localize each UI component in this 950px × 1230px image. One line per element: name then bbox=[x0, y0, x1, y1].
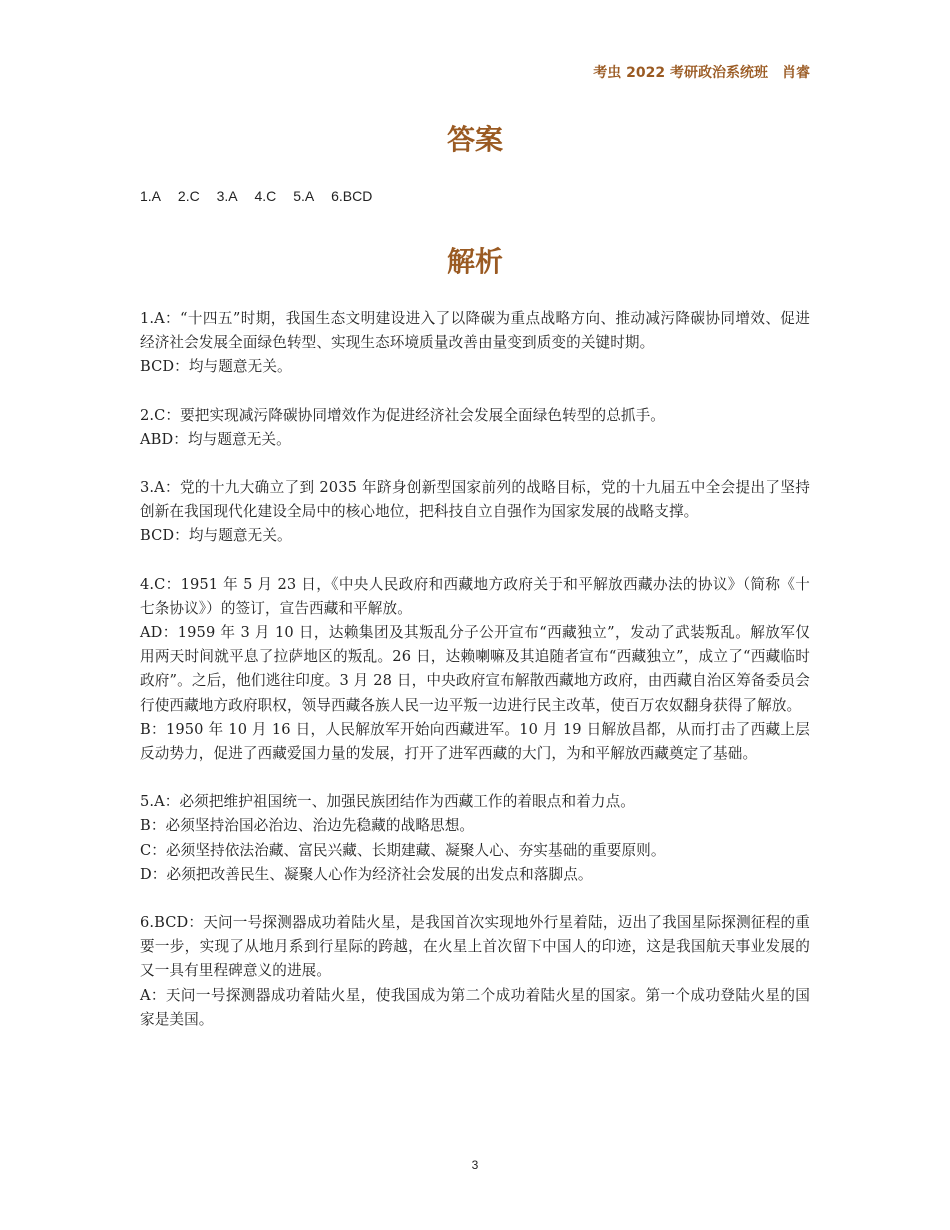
analysis-paragraph: A：天问一号探测器成功着陆火星，使我国成为第二个成功着陆火星的国家。第一个成功登陆火星的国家是美国。 bbox=[140, 986, 810, 1028]
analysis-heading: 解析 bbox=[446, 245, 503, 278]
analysis-block-1 bbox=[140, 307, 810, 380]
analysis-paragraph: 3.A：党的十九大确立了到 2035 年跻身创新型国家前列的战略目标，党的十九届五中全会提出了坚持创新在我国现代化建设全局中的核心地位，把科技自立自强作为国家发展的战略支撑。 bbox=[140, 479, 810, 521]
analysis-paragraph: ABD：均与题意无关。 bbox=[140, 430, 291, 448]
answer-item: 2.C bbox=[177, 188, 200, 204]
answer-item: 1.A bbox=[140, 188, 162, 204]
analysis-paragraph: 4.C：1951 年 5 月 23 日，《中央人民政府和西藏地方政府关于和平解放西藏办法的协议》（简称《十七条协议》）的签订，宣告西藏和平解放。 bbox=[140, 575, 810, 617]
analysis-paragraph: 6.BCD：天问一号探测器成功着陆火星，是我国首次实现地外行星着陆，迈出了我国星际探测征程的重要一步，实现了从地月系到行星际的跨越，在火星上首次留下中国人的印迹，这是我国航天事业发展的又一具有里程碑意义的进展。 bbox=[140, 914, 810, 980]
analysis-paragraph: AD：1959 年 3 月 10 日，达赖集团及其叛乱分子公开宣布“西藏独立”，发动了武装叛乱。解放军仅用两天时间就平息了拉萨地区的叛乱。26 日，达赖喇嘛及其追随者宣布“西藏独立”，成立了“西藏临时政府”。之后，他们逃往印度。3 月 28 日，中央政府宣布解散西藏地方政府，由西藏自治区筹备委员会行使西藏地方政府职权，领导西藏各族人民一边平叛一边进行民主改革，使百万农奴翻身获得了解放。 bbox=[140, 624, 810, 714]
answer-item: 6.BCD bbox=[331, 188, 373, 204]
answer-list bbox=[140, 188, 385, 204]
analysis-paragraph: 5.A：必须把维护祖国统一、加强民族团结作为西藏工作的着眼点和着力点。 bbox=[140, 793, 635, 811]
analysis-body bbox=[140, 307, 810, 1056]
header-title: 考虫 2022 考研政治系统班 肖睿 bbox=[593, 65, 810, 81]
analysis-paragraph: 2.C：要把实现减污降碳协同增效作为促进经济社会发展全面绿色转型的总抓手。 bbox=[140, 406, 665, 424]
answer-item: 4.C bbox=[254, 188, 277, 204]
page-number: 3 bbox=[471, 1158, 479, 1172]
answer-item: 5.A bbox=[293, 188, 315, 204]
analysis-paragraph: D：必须把改善民生、凝聚人心作为经济社会发展的出发点和落脚点。 bbox=[140, 865, 593, 883]
analysis-block-4 bbox=[140, 573, 810, 767]
answer-item: 3.A bbox=[216, 188, 238, 204]
analysis-paragraph: B：必须坚持治国必治边、治边先稳藏的战略思想。 bbox=[140, 817, 475, 835]
analysis-paragraph: C：必须坚持依法治藏、富民兴藏、长期建藏、凝聚人心、夯实基础的重要原则。 bbox=[140, 841, 666, 859]
analysis-paragraph: BCD：均与题意无关。 bbox=[140, 527, 292, 545]
analysis-paragraph: B：1950 年 10 月 16 日，人民解放军开始向西藏进军。10 月 19 日解放昌都，从而打击了西藏上层反动势力，促进了西藏爱国力量的发展，打开了进军西藏的大门，为和平解放西藏奠定了基础。 bbox=[140, 720, 810, 763]
analysis-block-2 bbox=[140, 404, 810, 452]
answer-heading: 答案 bbox=[446, 123, 503, 156]
analysis-block-6 bbox=[140, 911, 810, 1032]
analysis-block-5 bbox=[140, 790, 810, 887]
analysis-block-3 bbox=[140, 476, 810, 549]
analysis-paragraph: BCD：均与题意无关。 bbox=[140, 358, 292, 376]
analysis-paragraph: 1.A：“十四五”时期，我国生态文明建设进入了以降碳为重点战略方向、推动减污降碳协同增效、促进经济社会发展全面绿色转型、实现生态环境质量改善由量变到质变的关键时期。 bbox=[140, 310, 810, 352]
